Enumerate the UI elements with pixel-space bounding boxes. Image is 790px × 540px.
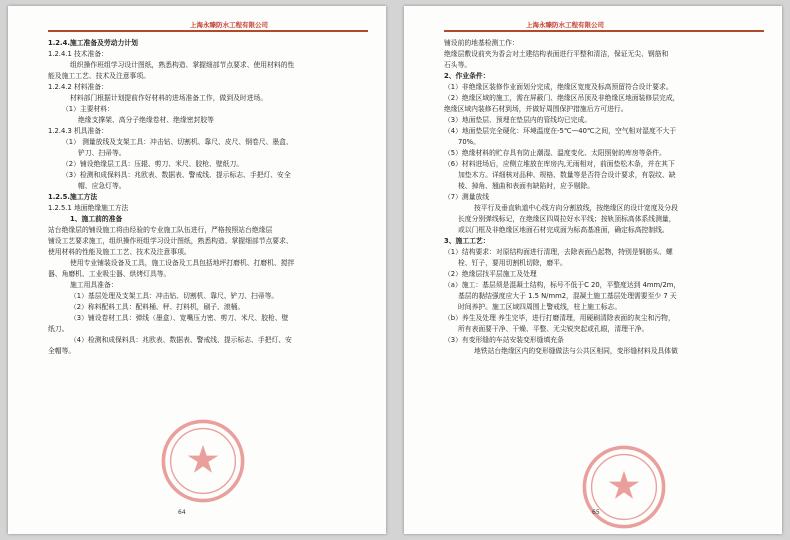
left-text-line: 全帽等。: [48, 347, 76, 355]
left-text-line: （1）基层处理及支架工具：冲击钻、切割机、靠尺、铲刀、扫帚等。: [70, 292, 279, 300]
left-text-line: （2）铺设绝缘层工具：压辊、剪刀、米尺、胶枪、壁纸刀。: [62, 160, 244, 168]
page-number: 65: [592, 509, 600, 516]
left-text-line: 纸刀。: [48, 325, 69, 333]
right-text-line: （a）施工：基层须是混凝土结构，标号不低于C 20，平整度达到 4mm/2m，: [444, 281, 681, 289]
left-text-line: （2）称料配料工具：配料桶、秤、打料机，刷子、滚桶。: [70, 303, 245, 311]
left-text-line: 1.2.5.1 地面绝缘施工方法: [48, 204, 129, 212]
left-text-line: 铲刀、扫帚等。: [78, 149, 126, 157]
right-text-line: （1）结构要求：对原结构面进行清理，去除表面凸起物，特别是钢筋头、螺: [444, 248, 673, 256]
left-text-line: 使用材料的性能及施工工艺、技术及注意事项。: [48, 248, 191, 256]
right-text-line: 绝缘区域内装修石材到场，并做好周围保护措施后方可进行。: [444, 105, 628, 113]
left-text-line: （1）主要材料：: [62, 105, 114, 113]
left-page-body: [48, 38, 370, 357]
right-text-line: （1）非绝缘区装修作业面划分完成，绝缘区宽度及标高预留符合设计要求。: [444, 83, 673, 91]
left-text-line: 1.2.4.1 技术准备：: [48, 50, 108, 58]
company-seal-icon: [579, 442, 669, 532]
right-text-line: （3）地面垫层、预埋在垫层内的管线均已完成。: [444, 116, 592, 124]
left-text-line: （4）检测和成保料具：兆欧表、数据表、警戒线、提示标志、手把灯、安: [70, 336, 292, 344]
left-text-line: 能及施工工艺、技术及注意事项。: [48, 72, 150, 80]
right-text-line: 3、施工工艺：: [444, 237, 490, 245]
page-number: 64: [178, 509, 186, 516]
right-text-line: 时间养护。施工区域四周围上警戒线，柱上施工标志。: [458, 303, 622, 311]
right-text-line: （2）绝缘区域的施工，需在屏蔽门、绝缘区吊顶及非绝缘区地面装修层完成，: [444, 94, 680, 102]
right-text-line: 棱、掉角、翘曲和表面有缺陷时，应予剔除。: [458, 182, 594, 190]
company-seal-icon: [158, 416, 248, 506]
left-text-line: 1.2.4.2 材料准备：: [48, 83, 108, 91]
header-company: 上海永臻防水工程有限公司: [526, 21, 604, 29]
right-text-line: 70%。: [458, 138, 480, 146]
right-text-line: （6）材料进场后，应侧立堆放在库房内,无雨相对，前面垫松木条，并在其下: [444, 160, 675, 168]
left-text-line: 1.2.5.施工方法: [48, 193, 98, 201]
right-text-line: 或以门框及非绝缘区地面石材完成面为标高基准面，确定标高控制线。: [458, 226, 669, 234]
left-text-line: 帽、应急灯等。: [78, 182, 126, 190]
right-page: [404, 6, 782, 534]
right-text-line: （3）有变形缝的车站安装变形缝填充条: [444, 336, 564, 344]
left-text-line: （3）检测和成保料具：兆欧表、数据表、警戒线、提示标志、手把灯、安全: [62, 171, 291, 179]
left-text-line: 1.2.4.施工准备及劳动力计划: [48, 39, 138, 47]
right-text-line: 铺设前的地基检测工作：: [444, 39, 519, 47]
left-text-line: 1、施工前的准备: [70, 215, 123, 223]
left-text-line: （1） 测量放线及支架工具：冲击钻、切割机、靠尺、皮尺、钢卷尺、墨盒、: [62, 138, 293, 146]
right-text-line: 石头等。: [444, 61, 472, 69]
left-text-line: 器、角磨机、工业吸尘器、烘烤灯具等。: [48, 270, 171, 278]
right-text-line: （b）养生及处理 养生完毕，进行打磨清理，用硬刷清除表面的灰尘和污物，: [444, 314, 675, 322]
left-page: [8, 6, 386, 534]
right-text-line: （5）绝缘材料的贮存具有防止潮湿、温度变化、太阳照射的库房等条件。: [444, 149, 666, 157]
page-header: [444, 16, 764, 32]
left-text-line: 组织操作班组学习设计图纸，熟悉构造、掌握细部节点要求、使用材料的性: [70, 61, 295, 69]
right-text-line: 2、作业条件：: [444, 72, 490, 80]
right-text-line: 基层的黏结强度应大于 1.5 N/mm2，混凝土施工基层处理需要至少 7 天: [458, 292, 677, 300]
right-text-line: 绝缘层敷设前夹为香会对土建结构表面进行平整和清洁，保证无尖、钢筋和: [444, 50, 669, 58]
left-text-line: 材料部门根据计划提前作好材料的进场准备工作，做到及时进场。: [70, 94, 268, 102]
page-header: [48, 16, 368, 32]
right-text-line: 加垫木方。详细核对品种、规格、数量等是否符合设计要求，有裂纹、缺: [458, 171, 676, 179]
left-text-line: 铺设工艺要求施工，组织操作班组学习设计图纸，熟悉构造、掌握细部节点要求、: [48, 237, 293, 245]
right-text-line: （7）测量放线: [444, 193, 490, 201]
right-text-line: （2）绝缘层找平层施工及处理: [444, 270, 537, 278]
right-text-line: 地铁站台绝缘区内的变形缝做法与公共区相同，变形缝材料及具体做: [474, 347, 678, 355]
left-text-line: 绝缘支撑架、高分子绝缘卷材、绝缘密封胶等: [78, 116, 214, 124]
right-text-line: 长度分别弹线标记，在绝缘区四周拉好水平线；按轨顶标高体系线测量，: [458, 215, 676, 223]
left-text-line: 施工用具准备：: [70, 281, 118, 289]
right-page-body: [444, 38, 766, 357]
left-text-line: 站台绝缘层的铺设施工将由经验的专业施工队伍进行，严格按照站台绝缘层: [48, 226, 273, 234]
right-text-line: 按平行及垂直轨道中心线方向分割放线，按绝缘区的设计宽度及分段: [474, 204, 678, 212]
right-text-line: （4）地面垫层完全硬化：环境温度在-5℃—40℃之间，空气相对湿度不大于: [444, 127, 677, 135]
left-text-line: （3）铺设卷材工具：弹线（墨盒）、宽嘴压力密、剪刀、米尺、胶枪、壁: [70, 314, 289, 322]
right-text-line: 栓、钉子，要用切割机切除，磨平。: [458, 259, 567, 267]
left-text-line: 1.2.4.3 机具准备：: [48, 127, 108, 135]
header-company: 上海永臻防水工程有限公司: [190, 21, 268, 29]
left-text-line: 使用专业铺装设备及工具，施工设备及工具包括地坪打磨机、打磨机、搅拌: [70, 259, 295, 267]
right-text-line: 所有表面要干净、干燥、平整、无尖锐突起或孔眼，清理干净。: [458, 325, 649, 333]
